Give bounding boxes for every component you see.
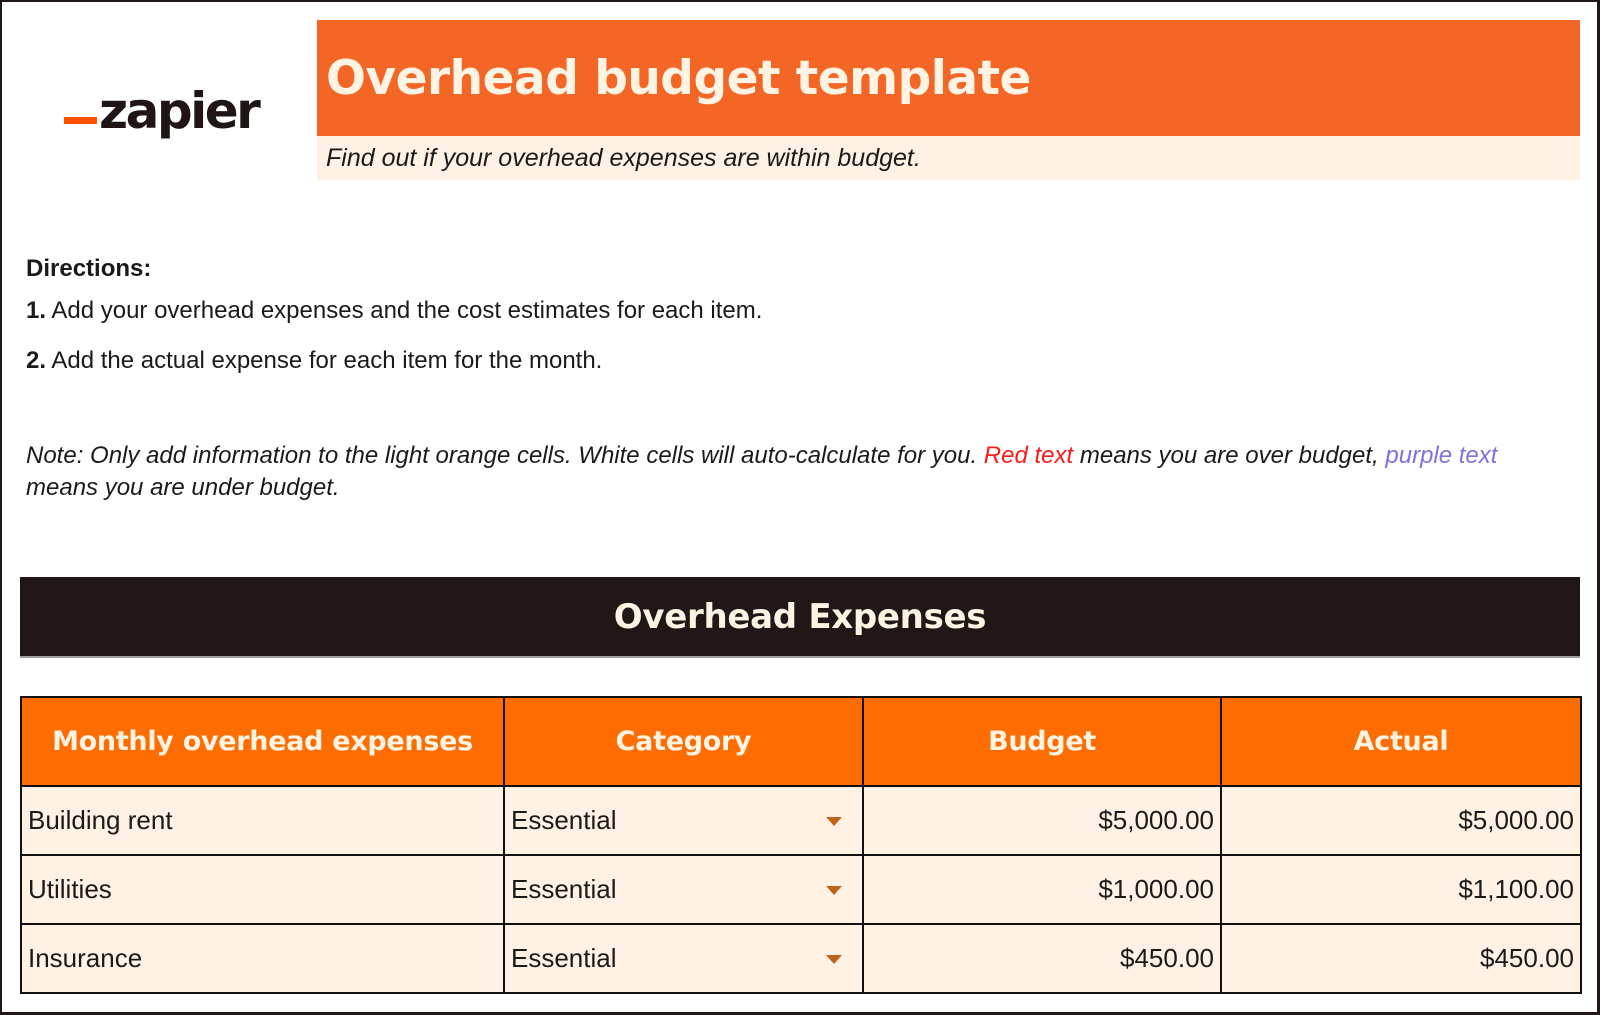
table-row [21, 786, 1581, 855]
category-dropdown[interactable] [504, 855, 863, 924]
subtitle-band [317, 136, 1580, 180]
directions-section [26, 255, 1566, 397]
actual-cell[interactable]: $5,000.00 [1221, 786, 1581, 855]
column-header-category: Category [504, 697, 863, 786]
table-row [21, 855, 1581, 924]
category-value: Essential [511, 874, 617, 904]
step-text: Add your overhead expenses and the cost estimates for each item. [51, 297, 763, 324]
section-title: Overhead Expenses [613, 596, 987, 637]
expenses-table [20, 696, 1582, 994]
note-red-text: Red text [983, 442, 1074, 469]
note-part-3: means you are under budget. [26, 474, 340, 501]
step-number: 2. [26, 347, 47, 374]
column-header-budget: Budget [863, 697, 1221, 786]
page-title: Overhead budget template [326, 50, 1031, 106]
expense-cell[interactable]: Insurance [21, 924, 504, 993]
dropdown-arrow-icon[interactable] [826, 817, 842, 826]
note-part-2: means you are over budget, [1073, 442, 1386, 469]
directions-heading: Directions: [26, 255, 152, 282]
logo-underscore-icon [64, 117, 97, 124]
table-row [21, 924, 1581, 993]
dropdown-arrow-icon[interactable] [826, 955, 842, 964]
expense-cell[interactable]: Building rent [21, 786, 504, 855]
column-header-actual: Actual [1221, 697, 1581, 786]
zapier-logo [64, 66, 259, 140]
budget-cell[interactable]: $1,000.00 [863, 855, 1221, 924]
logo-wordmark: zapier [99, 82, 259, 140]
step-text: Add the actual expense for each item for the month. [51, 347, 603, 374]
table-header-row [21, 697, 1581, 786]
direction-step-1 [26, 297, 1566, 325]
note-text [26, 440, 1566, 504]
title-bar [317, 20, 1580, 136]
category-value: Essential [511, 943, 617, 973]
actual-cell[interactable]: $450.00 [1221, 924, 1581, 993]
section-banner [20, 577, 1580, 658]
actual-cell[interactable]: $1,100.00 [1221, 855, 1581, 924]
category-dropdown[interactable] [504, 786, 863, 855]
direction-step-2 [26, 347, 1566, 375]
category-value: Essential [511, 805, 617, 835]
page-subtitle: Find out if your overhead expenses are within budget. [326, 143, 921, 172]
budget-cell[interactable]: $450.00 [863, 924, 1221, 993]
category-dropdown[interactable] [504, 924, 863, 993]
note-purple-text: purple text [1385, 442, 1498, 469]
step-number: 1. [26, 297, 47, 324]
expense-cell[interactable]: Utilities [21, 855, 504, 924]
dropdown-arrow-icon[interactable] [826, 886, 842, 895]
column-header-expense: Monthly overhead expenses [21, 697, 504, 786]
budget-cell[interactable]: $5,000.00 [863, 786, 1221, 855]
note-part-1: Note: Only add information to the light orange cells. White cells will auto-calculate for you. [26, 442, 984, 469]
